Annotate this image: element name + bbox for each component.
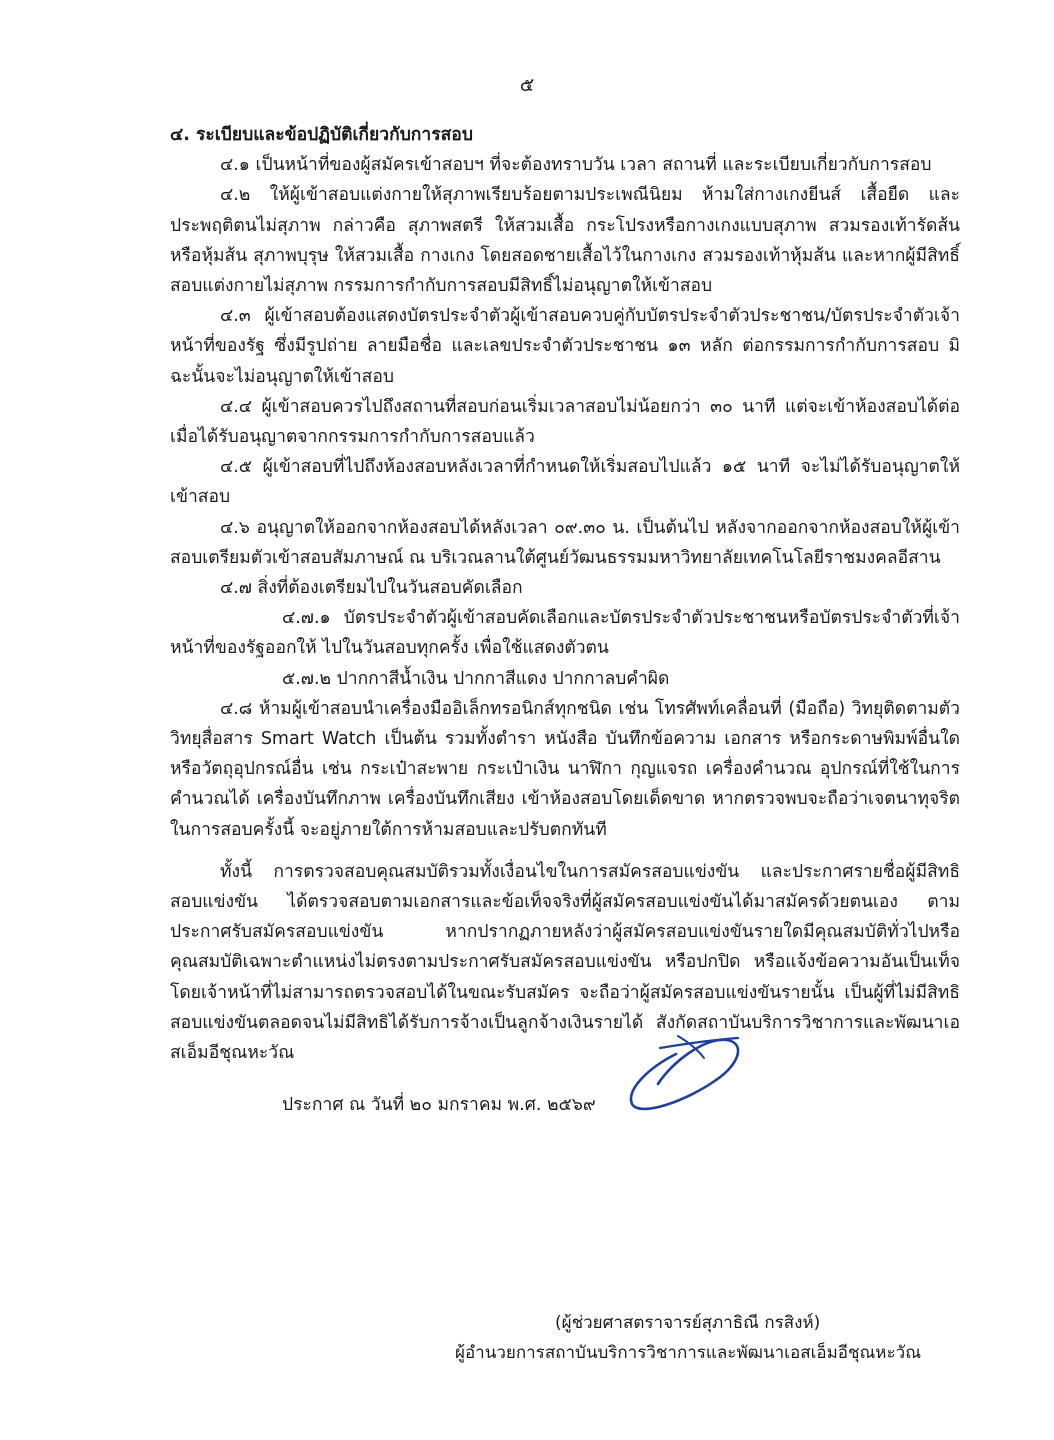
closing-paragraph: ทั้งนี้ การตรวจสอบคุณสมบัติรวมทั้งเงื่อนไขในการสมัครสอบแข่งขัน และประกาศรายชื่อผู้มีสิทธิสอบแข่งขัน ได้ตรวจสอบตามเอกสารและข้อเท็จจริงที่ผู้สมัครสอบแข่งขันได้มาสมัครด้วยตนเอง ตามประกาศรับสมัครสอบแข่งขัน หากปรากฏภายหลังว่าผู้สมัครสอบแข่งขันรายใดมีคุณสมบัติทั่วไปหรือคุณสมบัติเฉพาะตำแหน่งไม่ตรงตามประกาศรับสมัครสอบแข่งขัน หรือปกปิด หรือแจ้งข้อความอันเป็นเท็จ โดยเจ้าหน้าที่ไม่สามารถตรวจสอบได้ในขณะรับสมัคร จะถือว่าผู้สมัครสอบแข่งขันรายนั้น เป็นผู้ที่ไม่มีสิทธิสอบแข่งขันตลอดจนไม่มีสิทธิได้รับการจ้างเป็นลูกจ้างเงินรายได้ สังกัดสถาบันบริการวิชาการและพัฒนาเอสเอ็มอีชุณหะวัณ (170, 861, 960, 1064)
item-4-8: ๔.๘ ห้ามผู้เข้าสอบนำเครื่องมืออิเล็กทรอนิกส์ทุกชนิด เช่น โทรศัพท์เคลื่อนที่ (มือถือ) วิทยุติดตามตัว วิทยุสื่อสาร Smart Watch เป็นต้น รวมทั้งตำรา หนังสือ บันทึกข้อความ เอกสาร หรือกระดาษพิมพ์อื่นใด หรือวัตถุอุปกรณ์อื่น เช่น กระเป๋าสะพาย กระเป๋าเงิน นาฬิกา กุญแจรถ เครื่องคำนวณ อุปกรณ์ที่ใช้ในการคำนวณได้ เครื่องบันทึกภาพ เครื่องบันทึกเสียง เข้าห้องสอบโดยเด็ดขาด หากตรวจพบจะถือว่าเจตนาทุจริตในการสอบครั้งนี้ จะอยู่ภายใต้การห้ามสอบและปรับตกทันที (170, 698, 960, 840)
item-4-3: ๔.๓ ผู้เข้าสอบต้องแสดงบัตรประจำตัวผู้เข้าสอบควบคู่กับบัตรประจำตัวประชาชน/บัตรประจำตัวเจ้าหน้าที่ของรัฐ ซึ่งมีรูปถ่าย ลายมือชื่อ และเลขประจำตัวประชาชน ๑๓ หลัก ต่อกรรมการกำกับการสอบ มิฉะนั้นจะไม่อนุญาตให้เข้าสอบ (170, 306, 960, 387)
item-4-7-1: ๔.๗.๑ บัตรประจำตัวผู้เข้าสอบคัดเลือกและบัตรประจำตัวประชาชนหรือบัตรประจำตัวที่เจ้าหน้าที่ของรัฐออกให้ ไปในวันสอบทุกครั้ง เพื่อใช้แสดงตัวตน (170, 608, 960, 659)
announcement-date: ประกาศ ณ วันที่ ๒๐ มกราคม พ.ศ. ๒๕๖๙ (282, 1095, 596, 1116)
handwritten-signature (618, 1028, 758, 1118)
item-4-5: ๔.๕ ผู้เข้าสอบที่ไปถึงห้องสอบหลังเวลาที่กำหนดให้เริ่มสอบไปแล้ว ๑๕ นาที จะไม่ได้รับอนุญาตให้เข้าสอบ (170, 457, 960, 508)
item-4-6: ๔.๖ อนุญาตให้ออกจากห้องสอบได้หลังเวลา ๐๙.๓๐ น. เป็นต้นไป หลังจากออกจากห้องสอบให้ผู้เข้าสอบเตรียมตัวเข้าสอบสัมภาษณ์ ณ บริเวณลานใต้ศูนย์วัฒนธรรมมหาวิทยาลัยเทคโนโลยีราชมงคลอีสาน (170, 517, 960, 568)
item-4-1: ๔.๑ เป็นหน้าที่ของผู้สมัครเข้าสอบฯ ที่จะต้องทราบวัน เวลา สถานที่ และระเบียบเกี่ยวกับการสอบ (220, 155, 932, 176)
paragraph-gap (170, 845, 960, 857)
item-5-7-2: ๕.๗.๒ ปากกาสีน้ำเงิน ปากกาสีแดง ปากกาลบคำผิด (282, 668, 670, 689)
signer-block (0, 1308, 1054, 1368)
item-4-4: ๔.๔ ผู้เข้าสอบควรไปถึงสถานที่สอบก่อนเริ่มเวลาสอบไม่น้อยกว่า ๓๐ นาที แต่จะเข้าห้องสอบได้ต่อเมื่อได้รับอนุญาตจากกรรมการกำกับการสอบแล้ว (170, 396, 960, 448)
document-body (170, 120, 960, 1121)
signer-title: ผู้อำนวยการสถาบันบริการวิชาการและพัฒนาเอสเอ็มอีชุณหะวัณ (455, 1343, 921, 1363)
section-heading: ๔. ระเบียบและข้อปฏิบัติเกี่ยวกับการสอบ (170, 125, 473, 145)
item-4-2: ๔.๒ ให้ผู้เข้าสอบแต่งกายให้สุภาพเรียบร้อยตามประเพณีนิยม ห้ามใส่กางเกงยีนส์ เสื้อยืด และประพฤติตนไม่สุภาพ กล่าวคือ สุภาพสตรี ให้สวมเสื้อ กระโปรงหรือกางเกงแบบสุภาพ สวมรองเท้ารัดส้น หรือหุ้มส้น สุภาพบุรุษ ให้สวมเสื้อ กางเกง โดยสอดชายเสื้อไว้ในกางเกง สวมรองเท้าหุ้มส้น และหากผู้มีสิทธิ์สอบแต่งกายไม่สุภาพ กรรมการกำกับการสอบมีสิทธิ์ไม่อนุญาตให้เข้าสอบ (170, 185, 960, 297)
page-number: ๕ (519, 74, 535, 96)
signer-name: (ผู้ช่วยศาสตราจารย์สุภาธิณี กรสิงห์) (555, 1313, 821, 1333)
item-4-7: ๔.๗ สิ่งที่ต้องเตรียมไปในวันสอบคัดเลือก (220, 578, 523, 599)
